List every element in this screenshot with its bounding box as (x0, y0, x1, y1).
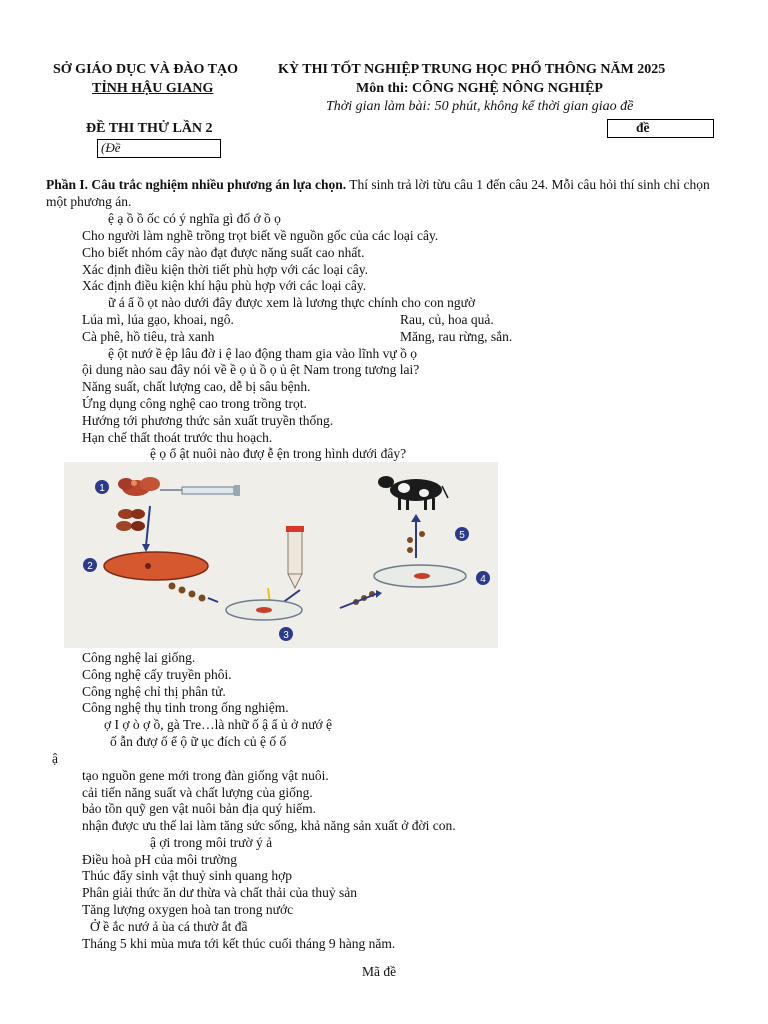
q4-option-a: Công nghệ lai giống. (82, 650, 196, 665)
q7-stem: Ở ề ắc nướ ả ùa cá thườ ắt đầ (90, 919, 248, 934)
subject-line (356, 81, 603, 97)
q6-option-d: Tăng lượng oxygen hoà tan trong nước (82, 902, 294, 917)
q2-option-a: Lúa mì, lúa gạo, khoai, ngô. (82, 312, 234, 327)
q3-option-a: Năng suất, chất lượng cao, dễ bị sâu bệnh. (82, 379, 311, 394)
province-name: TỈNH HẬU GIANG (92, 81, 214, 96)
petri-dish-2 (104, 552, 208, 580)
q5-option-d: nhận được ưu thế lai làm tăng sức sống, khả năng sản xuất ở đời con. (82, 818, 456, 833)
q3-option-b: Ứng dụng công nghệ cao trong trồng trọt. (82, 396, 307, 411)
exam-code-box (607, 119, 714, 138)
section-title: Phần I. Câu trắc nghiệm nhiều phương án lựa chọn. (46, 177, 347, 192)
q5-stem-fragment: ậ (52, 751, 58, 766)
q6-stem: ậ ợi trong môi trườ ý ả (150, 835, 273, 850)
note-box (97, 139, 221, 158)
exam-title: ĐỀ THI THỬ LẦN 2 (86, 121, 213, 136)
q3-option-c: Hướng tới phương thức sản xuất truyền thống. (82, 413, 334, 428)
exam-name: KỲ THI TỐT NGHIỆP TRUNG HỌC PHỔ THÔNG NĂM 2025 (278, 62, 666, 77)
q1-option-b: Cho biết nhóm cây nào đạt được năng suất cao nhất. (82, 245, 365, 260)
q2-option-d: Măng, rau rừng, sắn. (400, 329, 513, 344)
q5-option-b: cải tiến năng suất và chất lượng của giống. (82, 785, 313, 800)
q2-option-c: Cà phê, hồ tiêu, trà xanh (82, 329, 215, 344)
time-allowed: Thời gian làm bài: 50 phút, không kể thời gian giao đề (326, 99, 634, 114)
q4-option-d: Công nghệ thụ tinh trong ống nghiệm. (82, 700, 289, 715)
q5-option-a: tạo nguồn gene mới trong đàn giống vật nuôi. (82, 768, 329, 783)
q1-option-c: Xác định điều kiện thời tiết phù hợp với các loại cây. (82, 262, 368, 277)
step-3-label: 3 (283, 630, 289, 641)
step-4-label: 4 (480, 574, 486, 585)
q5-stem-continued: ố ẫn đượ ố ể ộ ữ ục đích củ ệ ố ố (110, 734, 287, 749)
q5-stem: ợ I ợ ò ợ ồ, gà Tre…là nhữ ố ậ ẩ ủ ở nướ ệ (104, 717, 333, 732)
section-intro (46, 176, 722, 210)
note-box-text: (Đề (101, 140, 121, 155)
q4-stem: ệ ọ ổ ật nuôi nào đượ ễ ện trong hình dưới đây? (150, 446, 407, 461)
q2-stem: ữ á ẩ ồ ọt nào dưới đây được xem là lương thực chính cho con ngườ (108, 295, 476, 310)
q2-option-b: Rau, củ, hoa quả. (400, 312, 494, 327)
q6-option-c: Phân giải thức ăn dư thừa và chất thải của thuỷ sản (82, 885, 357, 900)
q6-option-a: Điều hoà pH của môi trường (82, 852, 238, 867)
q4-option-c: Công nghệ chỉ thị phân tử. (82, 684, 226, 699)
q1-option-d: Xác định điều kiện khí hậu phù hợp với các loại cây. (82, 278, 367, 293)
q1-stem: ệ ạ ồ ồ ốc có ý nghĩa gì đố ớ ồ ọ (108, 211, 281, 226)
q5-option-c: bảo tồn quỹ gen vật nuôi bản địa quý hiếm. (82, 801, 316, 816)
q6-option-b: Thúc đẩy sinh vật thuỷ sinh quang hợp (82, 868, 292, 883)
step-2-label: 2 (87, 561, 93, 572)
step-5-label: 5 (459, 530, 465, 541)
q7-option-a: Tháng 5 khi mùa mưa tới kết thúc cuối tháng 9 hàng năm. (82, 936, 396, 951)
embryo-transfer-figure (64, 462, 498, 648)
exam-code-text: đề (636, 120, 650, 135)
subject-prefix: Môn thi: (356, 81, 412, 96)
footer-exam-code: Mã đề (362, 964, 397, 979)
q3-stem-continued: ội dung nào sau đây nói về ề ọ ủ ồ ọ ủ ệt Nam trong tương lai? (82, 362, 420, 377)
q1-option-a: Cho người làm nghề trồng trọt biết về nguồn gốc của các loại cây. (82, 228, 439, 243)
school-department: SỞ GIÁO DỤC VÀ ĐÀO TẠO (53, 62, 239, 77)
section-instruction: Thí sinh trả lời từu câu 1 đến câu 24. Mỗi câu hỏi thí sinh chỉ chọn một phương án. (46, 177, 710, 209)
q4-option-b: Công nghệ cấy truyền phôi. (82, 667, 232, 682)
q3-option-d: Hạn chế thất thoát trước thu hoạch. (82, 430, 273, 445)
q3-stem: ệ ột nướ ề ệp lâu đờ i ệ lao động tham gia vào lĩnh vự ồ ọ (108, 346, 417, 361)
step-1-label: 1 (99, 483, 105, 494)
subject-name: CÔNG NGHỆ NÔNG NGHIỆP (412, 81, 603, 96)
